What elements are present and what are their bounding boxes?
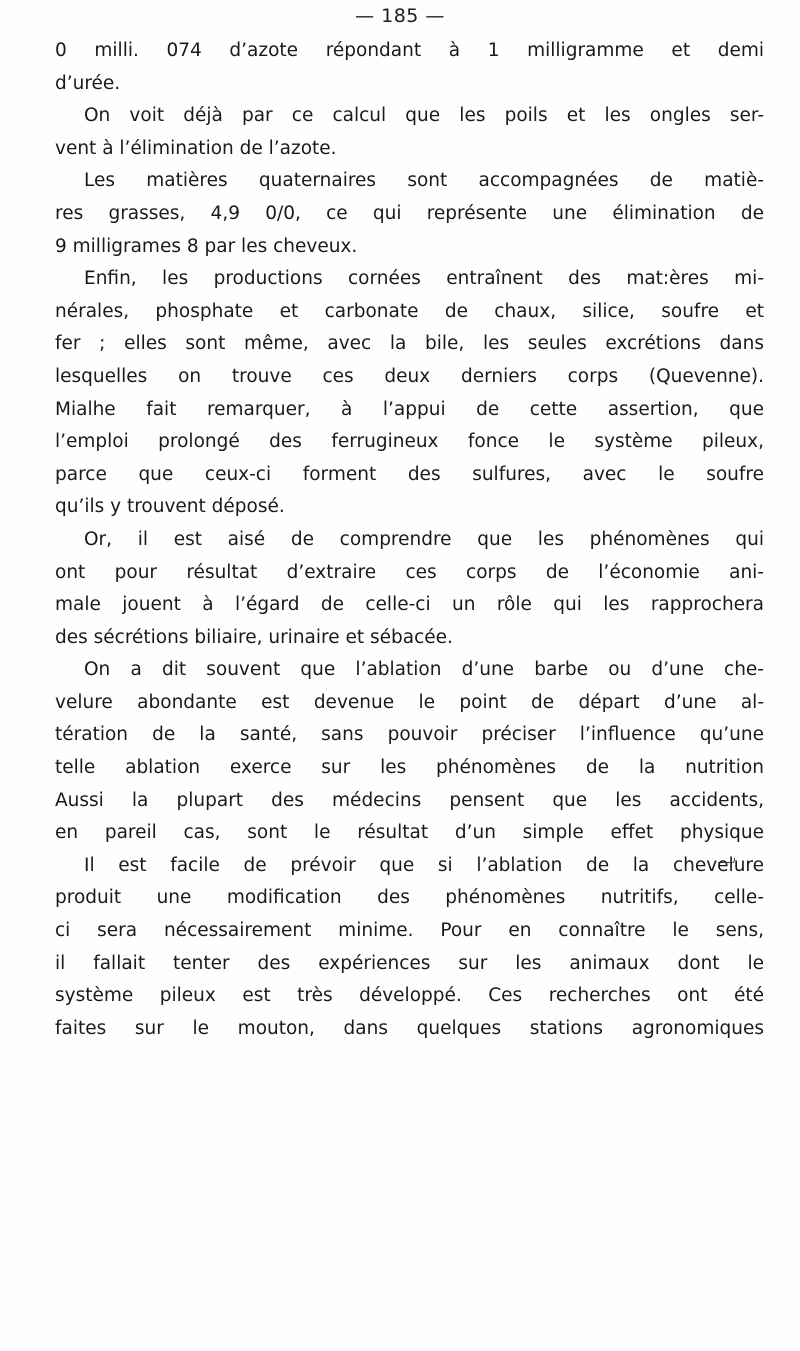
text-line: On voit déjà par ce calcul que les poils et les ongles ser-: [84, 105, 764, 127]
catchword-mark: [718, 858, 735, 863]
text-line: l’emploi prolongé des ferrugineux fonce le système pileux,: [55, 431, 764, 453]
text-line: res grasses, 4,9 0/0, ce qui représente une élimination de: [55, 202, 764, 224]
text-line: ci sera nécessairement minime. Pour en connaître le sens,: [55, 920, 764, 942]
text-line: velure abondante est devenue le point de départ d’une al-: [55, 691, 764, 713]
text-line: tération de la santé, sans pouvoir préciser l’influence qu’une: [55, 724, 764, 746]
text-line: des sécrétions biliaire, urinaire et sébacée.: [55, 626, 453, 648]
text-line: On a dit souvent que l’ablation d’une barbe ou d’une che-: [84, 659, 764, 681]
text-line: faites sur le mouton, dans quelques stations agronomiques: [55, 1017, 764, 1039]
text-line: lesquelles on trouve ces deux derniers corps (Quevenne).: [55, 365, 764, 387]
text-line: Mialhe fait remarquer, à l’appui de cette assertion, que: [55, 398, 764, 420]
text-line: parce que ceux-ci forment des sulfures, avec le soufre: [55, 463, 764, 485]
text-line: Aussi la plupart des médecins pensent que les accidents,: [55, 789, 764, 811]
text-line: telle ablation exerce sur les phénomènes de la nutrition: [55, 757, 764, 779]
text-line: Il est facile de prévoir que si l’ablation de la chevelure: [84, 854, 764, 876]
body-text: [55, 35, 764, 1045]
page-number: — 185 —: [355, 5, 445, 27]
text-line: 0 milli. 074 d’azote répondant à 1 milligramme et demi: [55, 40, 764, 61]
text-line: d’urée.: [55, 72, 121, 94]
text-line: nérales, phosphate et carbonate de chaux, silice, soufre et: [55, 300, 764, 322]
text-line: qu’ils y trouvent déposé.: [55, 496, 285, 518]
text-line: produit une modification des phénomènes nutritifs, celle-: [55, 887, 764, 909]
text-line: fer ; elles sont même, avec la bile, les seules excrétions dans: [55, 333, 764, 355]
text-line: Les matières quaternaires sont accompagnées de matiè-: [84, 170, 764, 192]
text-line: male jouent à l’égard de celle-ci un rôle qui les rapprochera: [55, 594, 764, 616]
text-line: système pileux est très développé. Ces recherches ont été: [55, 985, 764, 1007]
text-line: 9 milligrames 8 par les cheveux.: [55, 235, 358, 257]
text-line: il fallait tenter des expériences sur les animaux dont le: [55, 952, 764, 974]
text-line: Or, il est aisé de comprendre que les phénomènes qui: [84, 528, 764, 550]
text-line: vent à l’élimination de l’azote.: [55, 137, 337, 159]
text-line: ont pour résultat d’extraire ces corps de l’économie ani-: [55, 561, 764, 583]
text-line: en pareil cas, sont le résultat d’un simple effet physique: [55, 822, 764, 844]
text-line: Enfin, les productions cornées entraînent des mat:ères mi-: [84, 268, 764, 290]
